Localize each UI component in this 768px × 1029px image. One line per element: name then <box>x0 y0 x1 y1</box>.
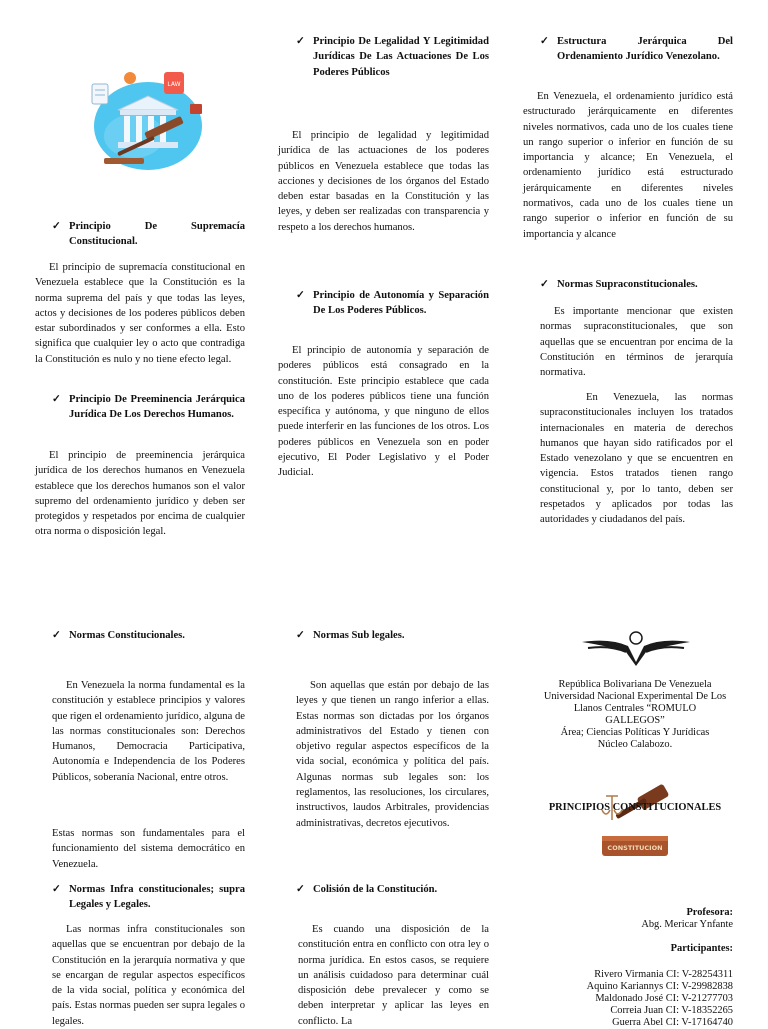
university-wing-logo <box>580 628 692 668</box>
document-title: PRINCIPIOS CONSTITUCIONALES <box>548 802 722 813</box>
law-badge-text: LAW <box>167 81 181 88</box>
check-icon: ✓ <box>296 36 305 47</box>
heading-estructura: ✓ Estructura Jerárquica Del Ordenamiento Jurídico Venezolano. <box>540 36 733 63</box>
book-label: CONSTITUCION <box>607 844 663 852</box>
heading-infra: ✓ Normas Infra constitucionales; supra Legales y Legales. <box>52 884 245 911</box>
paragraph-autonomia: El principio de autonomía y separación de poderes públicos está consagrado en la constitución. Este principio establece que cada uno de los poderes públicos tiene una función específica y autónoma, y que ninguno de ellos puede interferir en las funciones de los otros. Los poderes públicos en Venezuela son en poder ejecutivo, El Poder Legislativo y el Poder Judicial. <box>278 345 489 479</box>
participant-list <box>540 969 733 1029</box>
heading-legalidad: ✓ Principio De Legalidad Y Legitimidad Jurídicas De Las Actuaciones De Los Poderes Públicos <box>296 36 489 78</box>
paragraph-infra: Las normas infra constitucionales son aquellas que se encuentran por debajo de la Constitución en la jerarquía normativa y que se encargan de regular aspectos específicos de la vida social, política y económica del país. Estas normas pueden ser supra legales o legales. <box>52 924 245 1027</box>
heading-preeminencia: ✓ Principio De Preeminencia Jerárquica Jurídica De Los Derechos Humanos. <box>52 394 245 421</box>
check-icon: ✓ <box>296 290 305 301</box>
heading-colision: ✓ Colisión de la Constitución. <box>313 882 489 897</box>
paragraph-sublegales: Son aquellas que están por debajo de las leyes y que tienen un rango inferior a ellas. Estas normas son dictadas por los órganos administrativos del Estado y tienen con objetivo regular aspectos específicos de la vida social, económica y política del país. Algunas normas sub legales son: los reglamentos, las resoluciones, los circulares, instructivos, laudos Arbitrales, providencias administrativas, decretos ejecutivos. <box>296 680 489 829</box>
check-icon: ✓ <box>540 36 549 47</box>
paragraph-legalidad: El principio de legalidad y legitimidad jurídica de las actuaciones de los poderes públicos en Venezuela establece que todas las acciones y decisiones de los órganos del Estado deben estar basadas en la Constitución y las leyes, y deben ser realizadas con transparencia y respeto a los derechos humanos. <box>278 130 489 233</box>
law-illustration <box>86 66 214 174</box>
check-icon: ✓ <box>52 884 61 895</box>
check-icon: ✓ <box>52 630 61 641</box>
signature-block: Profesora: Abg. Mericar Ynfante Participantes: Rivero Virmania CI: V-28254311 Aquino Kariannys CI: V-29982838 Maldonado José CI: V-21277703 Correia Juan CI: V-18352265 Guerra Abel CI: V-17164740 <box>540 907 733 1029</box>
paragraph-supra-1: Es importante mencionar que existen normas supraconstitucionales, que son aquellas que se encuentran por encima de la Constitución en términos de jerarquía normativa. <box>540 306 733 379</box>
participant: Correia Juan CI: V-18352265 <box>610 1005 733 1016</box>
paragraph-estructura: En Venezuela, el ordenamiento jurídico está estructurado jerárquicamente en diferentes niveles normativos, cada uno de los cuales tiene un rango superior o inferior en función de su importancia y alcance; En Venezuela, el ordenamiento jurídico está estructurado jerárquicamente en diferentes niveles normativos, cada uno de los cuales tiene un rango superior o inferior en función de su importancia y alcance <box>523 91 733 240</box>
check-icon: ✓ <box>52 221 61 232</box>
heading-constitucionales: ✓ Normas Constitucionales. <box>69 628 245 643</box>
heading-sublegales: ✓ Normas Sub legales. <box>313 628 489 643</box>
heading-supraconstitucionales: ✓ Normas Supraconstitucionales. <box>557 277 733 292</box>
check-icon: ✓ <box>296 884 305 895</box>
paragraph-colision: Es cuando una disposición de la constitución entra en conflicto con otra ley o norma jurídica. En estos casos, se requiere un análisis cuidadoso para determinar cuál disposición debe prevalecer y como se deben interpretar y aplicar las leyes en conflicto. La <box>298 924 489 1027</box>
institution-block: República Bolivariana De Venezuela Universidad Nacional Experimental De Los Llanos Centrales “ROMULO GALLEGOS” Área; Ciencias Políticas Y Jurídicas Núcleo Calabozo. <box>543 679 727 750</box>
check-icon: ✓ <box>540 279 549 290</box>
paragraph-supra-2: En Venezuela, las normas supraconstitucionales incluyen los tratados internacionales en materia de derechos humanos que hayan sido ratificados por el Estado venezolano y que se encuentren en vigencia. Estos tratados tienen rango constitucional y, por lo tanto, deben ser respetados y aplicados por todas las autoridades y ciudadanos del país. <box>540 392 733 526</box>
participant: Rivero Virmania CI: V-28254311 <box>594 969 733 980</box>
participant: Guerra Abel CI: V-17164740 <box>612 1017 733 1028</box>
paragraph-supremacia: El principio de supremacía constitucional en Venezuela establece que la Constitución es la norma suprema del país y que todas las leyes, actos y decisiones de los poderes públicos deben estar subordinados y ser conformes a ella. Esto significa que cualquier ley o acto que contradiga la Constitución es nulo y no tiene efecto legal. <box>35 262 245 365</box>
participant: Aquino Kariannys CI: V-29982838 <box>586 981 733 992</box>
participant: Maldonado José CI: V-21277703 <box>595 993 733 1004</box>
paragraph-constitucionales-2: Estas normas son fundamentales para el funcionamiento del sistema democrático en Venezuela. <box>52 828 245 870</box>
paragraph-preeminencia: El principio de preeminencia jerárquica jurídica de los derechos humanos en Venezuela establece que los derechos humanos son el valor supremo del ordenamiento jurídico y deben ser protegidos y respetados por encima de cualquier otra norma o disposición legal. <box>35 450 245 538</box>
paragraph-constitucionales: En Venezuela la norma fundamental es la constitución y establece principios y valores que rigen el ordenamiento jurídico, alguna de las normas constitucionales son: Derechos Humanos, Democracia Participativa, Autonomía e Independencia de los Poderes Públicos, soberanía Nacional, entre otros. <box>52 680 245 783</box>
heading-autonomia: ✓ Principio de Autonomía y Separación De Los Poderes Públicos. <box>296 290 489 317</box>
check-icon: ✓ <box>52 394 61 405</box>
heading-supremacia: ✓ Principio De Supremacía Constitucional. <box>52 221 245 248</box>
gavel-constitution-icon <box>598 776 678 860</box>
check-icon: ✓ <box>296 630 305 641</box>
